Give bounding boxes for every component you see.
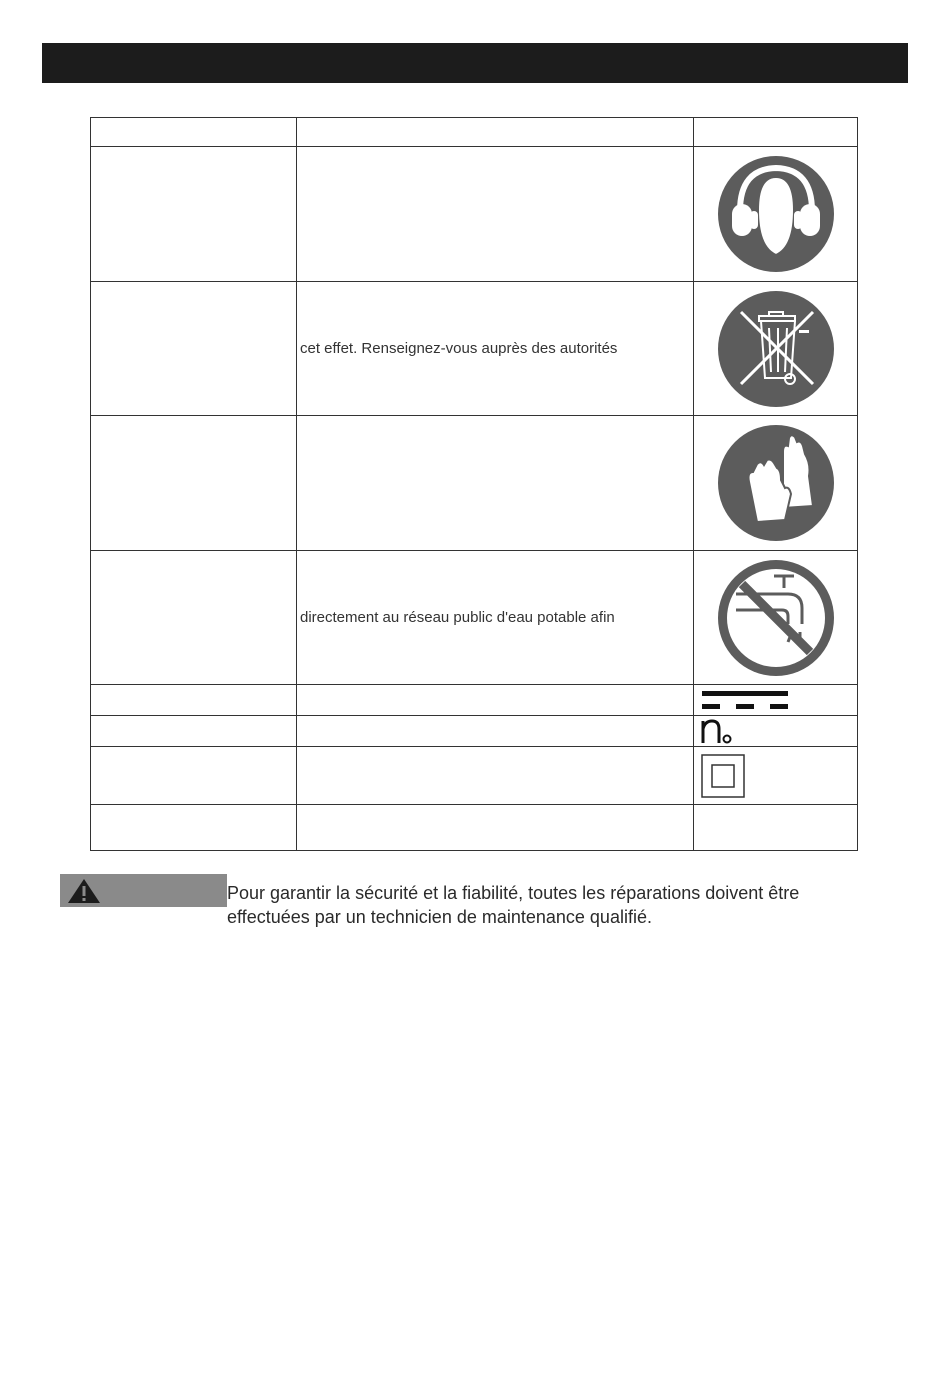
symbols-table: [90, 117, 858, 851]
row-label-cell: [91, 551, 297, 685]
header-cell-1: [91, 118, 297, 147]
water-description: directement au réseau public d'eau potable afin: [300, 609, 615, 626]
header-cell-2: [297, 118, 694, 147]
warning-text-line-2: effectuées par un technicien de maintenance qualifié.: [227, 907, 652, 927]
table-row: [91, 416, 858, 551]
direct-current-icon: [700, 688, 790, 712]
row-symbol-cell: [694, 416, 858, 551]
row-description-cell: [297, 716, 694, 747]
row-symbol-cell: [694, 147, 858, 282]
table-row: [91, 716, 858, 747]
row-symbol-cell: [694, 716, 858, 747]
ear-protection-icon: [717, 155, 835, 273]
row-label-cell: [91, 747, 297, 805]
table-row: [91, 805, 858, 851]
row-label-cell: [91, 282, 297, 416]
table-row: [91, 282, 858, 416]
table-row: [91, 551, 858, 685]
row-label-cell: [91, 685, 297, 716]
row-description-cell: [297, 747, 694, 805]
no-load-speed-icon: [700, 717, 734, 745]
row-symbol-cell: [694, 282, 858, 416]
table-row: [91, 685, 858, 716]
row-description-cell: [297, 805, 694, 851]
section-header-bar: [42, 43, 908, 83]
row-description-cell: [297, 551, 694, 685]
warning-badge: [60, 874, 227, 907]
disposal-description: cet effet. Renseignez-vous auprès des autorités: [300, 340, 618, 357]
warning-triangle-icon: [66, 877, 102, 905]
row-label-cell: [91, 416, 297, 551]
row-label-cell: [91, 805, 297, 851]
row-label-cell: [91, 147, 297, 282]
warning-text-line-1: Pour garantir la sécurité et la fiabilité, toutes les réparations doivent être: [227, 883, 800, 903]
row-symbol-cell: [694, 805, 858, 851]
table-row: [91, 147, 858, 282]
row-symbol-cell: [694, 685, 858, 716]
row-description-cell: [297, 147, 694, 282]
row-description-cell: [297, 685, 694, 716]
header-cell-3: [694, 118, 858, 147]
table-row: [91, 747, 858, 805]
row-description-cell: [297, 282, 694, 416]
protective-gloves-icon: [717, 424, 835, 542]
row-label-cell: [91, 716, 297, 747]
row-symbol-cell: [694, 551, 858, 685]
row-symbol-cell: [694, 747, 858, 805]
class-ii-double-insulation-icon: [700, 753, 746, 799]
warning-text: [227, 881, 907, 929]
row-description-cell: [297, 416, 694, 551]
no-drinking-water-connection-icon: [716, 558, 836, 678]
crossed-out-bin-icon: [717, 290, 835, 408]
table-header-row: [91, 118, 858, 147]
